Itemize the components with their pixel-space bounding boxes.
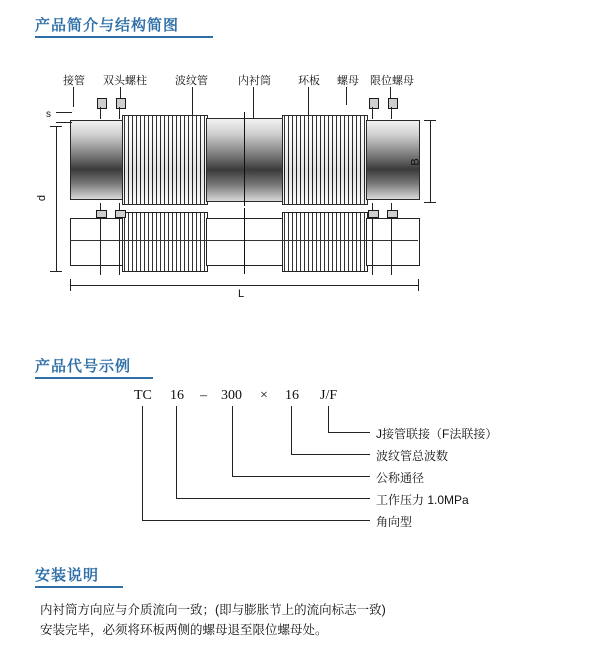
dim-d-line: [56, 126, 57, 271]
callout-label-4: 环板: [298, 75, 320, 87]
ring-plate-lower: [244, 208, 245, 274]
leader-4: [308, 87, 309, 117]
dim-d-tick-top: [50, 126, 62, 127]
install-notes: [40, 600, 560, 640]
code-desc-4: 角向型: [376, 515, 413, 529]
dim-label-L: L: [238, 288, 245, 300]
section-title-code: 产品代号示例: [35, 358, 132, 375]
callout-label-2: 波纹管: [175, 75, 208, 87]
code-drop-0: [328, 406, 329, 432]
nut-upper-left-a: [97, 98, 107, 109]
bellows-right-lower: [282, 212, 368, 272]
dim-L-line: [70, 285, 418, 286]
stud-upper-left-a: [100, 107, 101, 119]
code-desc-2: 公称通径: [376, 471, 425, 485]
ring-plate-upper: [244, 112, 245, 206]
code-link-4: [142, 520, 370, 521]
structure-drawing: [36, 60, 560, 300]
code-token-0: TC: [134, 388, 152, 403]
pipe-left-lower: [70, 218, 124, 266]
callout-label-1: 双头螺柱: [103, 75, 147, 87]
stud-upper-right-a: [372, 107, 373, 119]
bellows-left-lower: [122, 212, 208, 272]
product-code-example: [40, 370, 560, 530]
dim-L-tick-left: [70, 279, 71, 291]
dim-L-tick-right: [418, 279, 419, 291]
code-token-2: –: [200, 388, 207, 403]
section-title-structure-underline: [35, 36, 213, 38]
section-title-install: 安装说明: [35, 567, 100, 584]
dim-d-tick-bottom: [50, 271, 62, 272]
code-link-3: [176, 498, 370, 499]
stud-upper-right-b: [391, 107, 392, 119]
nut-lower-left-a: [96, 210, 107, 218]
install-note-line-1: 安装完毕，必须将环板两侧的螺母退至限位螺母处。: [40, 623, 328, 637]
code-token-1: 16: [170, 388, 184, 403]
dim-b-tick-top: [424, 120, 436, 121]
code-link-1: [291, 454, 370, 455]
dim-label-B: B: [409, 158, 422, 166]
section-title-structure: 产品简介与结构简图: [35, 17, 180, 34]
callout-label-6: 限位螺母: [370, 75, 414, 87]
code-token-4: ×: [260, 388, 268, 403]
code-drop-1: [291, 406, 292, 454]
leader-2: [192, 87, 193, 115]
callout-label-5: 螺母: [337, 75, 359, 87]
code-drop-3: [176, 406, 177, 498]
code-drop-4: [142, 406, 143, 520]
code-link-2: [232, 476, 370, 477]
nut-lower-left-b: [115, 210, 126, 218]
bellows-left-upper: [122, 115, 208, 205]
code-token-5: 16: [285, 388, 299, 403]
code-link-0: [328, 432, 370, 433]
code-desc-3: 工作压力 1.0MPa: [376, 493, 469, 507]
code-desc-0: J接管联接（F法联接）: [376, 427, 498, 441]
dim-s-top: [56, 112, 72, 113]
dim-b-line: [430, 120, 431, 202]
install-note-line-0: 内衬筒方向应与介质流向一致；(即与膨胀节上的流向标志一致): [40, 603, 386, 617]
dim-label-d: d: [36, 194, 49, 202]
dim-b-tick-bottom: [424, 202, 436, 203]
code-desc-1: 波纹管总波数: [376, 449, 449, 463]
nut-upper-left-b: [116, 98, 126, 109]
section-title-install-underline: [35, 586, 123, 588]
code-token-6: J/F: [320, 388, 338, 403]
callout-label-3: 内衬筒: [238, 75, 271, 87]
callout-label-0: 接管: [63, 75, 85, 87]
bellows-right-upper: [282, 115, 368, 205]
dim-s-bottom: [56, 122, 72, 123]
liner-upper: [206, 118, 284, 202]
nut-lower-right-a: [368, 210, 379, 218]
dim-label-s: s: [46, 109, 51, 120]
leader-0: [73, 87, 74, 107]
liner-lower: [206, 218, 284, 266]
pipe-right-lower: [366, 218, 420, 266]
code-token-3: 300: [221, 388, 242, 403]
nut-lower-right-b: [387, 210, 398, 218]
stud-upper-left-b: [119, 107, 120, 119]
pipe-left-upper: [70, 120, 124, 200]
code-drop-2: [232, 406, 233, 476]
leader-5: [346, 87, 347, 105]
nut-upper-right-b: [388, 98, 398, 109]
nut-upper-right-a: [369, 98, 379, 109]
